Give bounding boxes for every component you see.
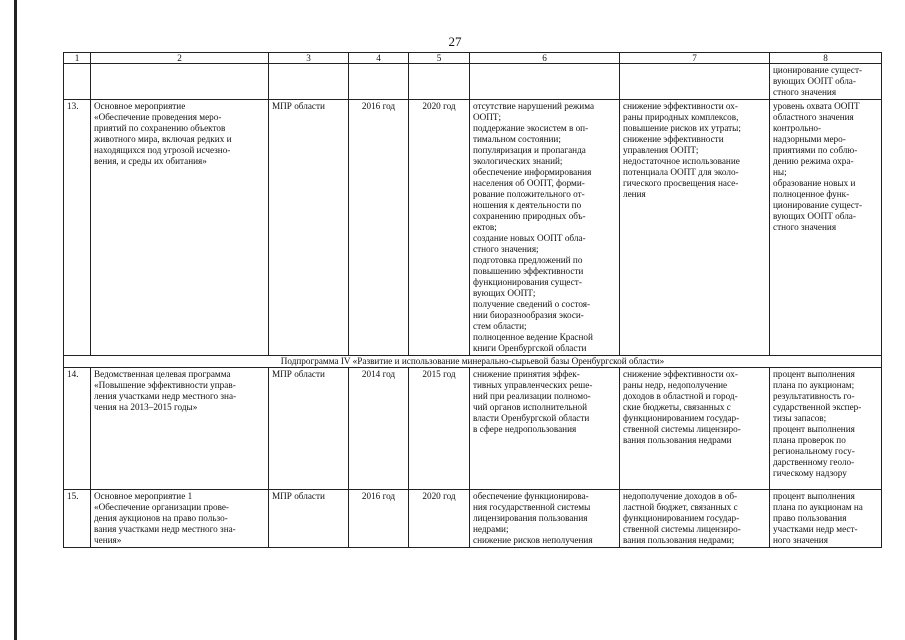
non-implementation-consequences: снижение эффективности ох- раны недр, недополучение доходов в областной и город- ские бюджеты, связанных с функционированием государ- ственной системы лицензиро- вания пользования недрами [620,368,770,490]
start-year: 2016 год [349,490,409,548]
column-header: 1 [64,53,91,64]
table-row [64,490,882,548]
expected-results: обеспечение функционирова- ния государственной системы лицензирования пользования недрами; снижение рисков неполучения [470,490,620,548]
expected-results: снижение принятия эффек- тивных управленческих реше- ний при реализации полномо- чий органов исполнительной власти Оренбургской области в сфере недропользования [470,368,620,490]
non-implementation-consequences: снижение эффективности ох- раны природных комплексов, повышение рисков их утраты; снижение эффективности управления ООПТ; недостаточное использование потенциала ООПТ для эколо- гического просвещения насе- ления [620,100,770,356]
table-row [64,100,882,356]
measure-name: Основное мероприятие 1 «Обеспечение организации прове- дения аукционов на право пользо- вания участками недр местного зна- чения» [91,490,269,548]
related-indicators: процент выполнения плана по аукционам на право пользования участками недр мест- ного значения [770,490,882,548]
non-implementation-consequences: недополучение доходов в об- ластной бюджет, связанных с функционированием государ- ственной системы лицензиро- вания пользования недрами; [620,490,770,548]
row-number: 14. [64,368,91,490]
row-number: 13. [64,100,91,356]
start-year: 2014 год [349,368,409,490]
related-indicators: уровень охвата ООПТ областного значения контрольно- надзорными меро- приятиями по соблю- дению режима охра- ны; образование новых и полноценное функ- ционирование сущест- вующих ООПТ обла- стного значения [770,100,882,356]
column-header: 8 [770,53,882,64]
column-header: 7 [620,53,770,64]
column-header: 2 [91,53,269,64]
measure-name: Основное мероприятие «Обеспечение проведения меро- приятий по сохранению объектов животного мира, включая редких и находящихся под угрозой исчезно- вения, и среды их обитания» [91,100,269,356]
expected-results: отсутствие нарушений режима ООПТ; поддержание экосистем в оп- тимальном состоянии; популяризация и пропаганда экологических знаний; обеспечение информирования населения об ООПТ, форми- рование положительного от- ношения к деятельности по сохранению природных объ- ектов; создание новых ООПТ обла- стного значения; подготовка предложений по повышению эффективности функционирования сущест- вующих ООПТ; получение сведений о состоя- нии биоразнообразия экоси- стем области; полноценное ведение Красной книги Оренбургской области [470,100,620,356]
column-header: 6 [470,53,620,64]
column-header: 3 [269,53,349,64]
row-number: 15. [64,490,91,548]
executor: МПР области [269,100,349,356]
column-number-row [64,53,882,64]
measures-table [63,52,882,548]
subprogram-heading-row [64,356,882,368]
end-year: 2015 год [409,368,470,490]
end-year: 2020 год [409,490,470,548]
page-number: 27 [448,34,462,49]
page-binding-edge [14,0,17,640]
end-year: 2020 год [409,100,470,356]
continuation-row [64,64,882,100]
executor: МПР области [269,368,349,490]
subprogram-heading: Подпрограмма IV «Развитие и использование минерально-сырьевой базы Оренбургской области» [64,356,882,368]
column-header: 5 [409,53,470,64]
table-row [64,368,882,490]
executor: МПР области [269,490,349,548]
continuation-indicators: ционирование сущест- вующих ООПТ обла- стного значения [770,64,882,100]
related-indicators: процент выполнения плана по аукционам; результативность го- сударственной экспер- тизы запасов; процент выполнения плана проверок по региональному госу- дарственному геоло- гическому надзору [770,368,882,490]
measure-name: Ведомственная целевая программа «Повышение эффективности управ- ления участками недр местного зна- чения на 2013–2015 годы» [91,368,269,490]
start-year: 2016 год [349,100,409,356]
column-header: 4 [349,53,409,64]
